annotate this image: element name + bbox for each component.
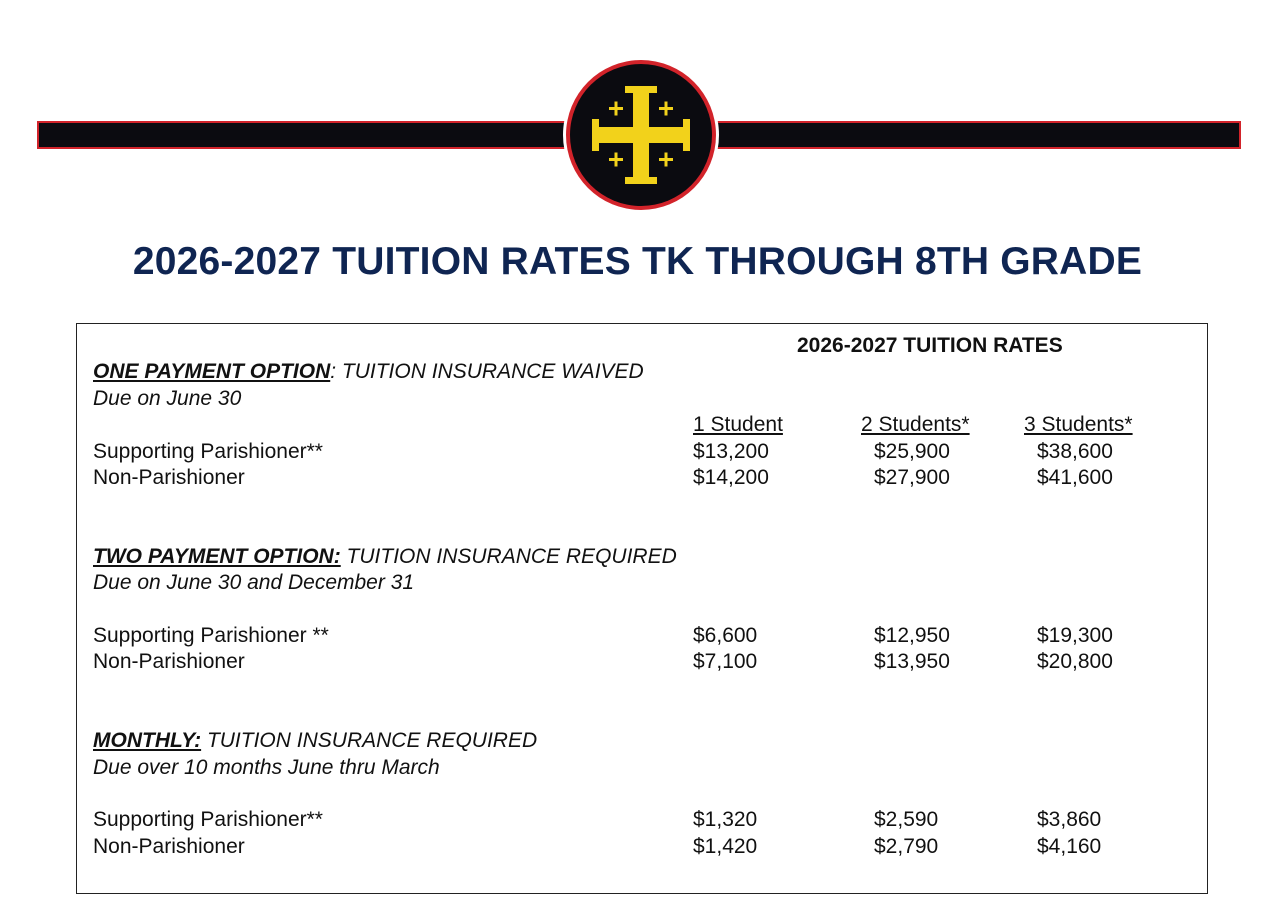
section-due-date: Due on June 30 and December 31 <box>93 571 415 594</box>
section-insurance-note: TUITION INSURANCE REQUIRED <box>340 545 677 568</box>
banner-bar-right <box>706 121 1241 149</box>
row-label: Non-Parishioner <box>93 466 245 489</box>
section-insurance-note: : TUITION INSURANCE WAIVED <box>330 360 644 383</box>
section-insurance-note: TUITION INSURANCE REQUIRED <box>201 729 538 752</box>
rate-cell: $7,100 <box>693 650 758 673</box>
rate-cell: $25,900 <box>874 440 950 463</box>
school-seal-logo <box>561 55 721 215</box>
rate-cell: $20,800 <box>1037 650 1113 673</box>
column-header-3-students: 3 Students* <box>1024 413 1133 436</box>
row-label: Supporting Parishioner** <box>93 440 323 463</box>
rate-cell: $41,600 <box>1037 466 1113 489</box>
section-heading-one-payment <box>93 359 644 385</box>
banner-bar-left <box>37 121 577 149</box>
rates-table-title: 2026-2027 TUITION RATES <box>797 334 1063 357</box>
rate-cell: $3,860 <box>1037 808 1102 831</box>
rate-cell: $14,200 <box>693 466 769 489</box>
row-label: Supporting Parishioner ** <box>93 624 329 647</box>
row-label: Non-Parishioner <box>93 650 245 673</box>
column-header-1-student: 1 Student <box>693 413 783 436</box>
rate-cell: $1,320 <box>693 808 758 831</box>
tuition-rates-table <box>76 323 1208 894</box>
rate-cell: $4,160 <box>1037 835 1102 858</box>
section-due-date: Due over 10 months June thru March <box>93 756 440 779</box>
section-due-date: Due on June 30 <box>93 387 242 410</box>
rate-cell: $2,790 <box>874 835 939 858</box>
section-heading-monthly <box>93 728 537 754</box>
rate-cell: $1,420 <box>693 835 758 858</box>
rate-cell: $2,590 <box>874 808 939 831</box>
rate-cell: $38,600 <box>1037 440 1113 463</box>
page-title: 2026-2027 TUITION RATES TK THROUGH 8TH GRADE <box>132 240 1143 283</box>
section-option-label: TWO PAYMENT OPTION: <box>93 545 341 568</box>
rate-cell: $13,200 <box>693 440 769 463</box>
rate-cell: $27,900 <box>874 466 950 489</box>
rate-cell: $19,300 <box>1037 624 1113 647</box>
section-option-label: ONE PAYMENT OPTION <box>93 360 331 383</box>
rate-cell: $13,950 <box>874 650 950 673</box>
rate-cell: $12,950 <box>874 624 950 647</box>
row-label: Non-Parishioner <box>93 835 245 858</box>
column-header-2-students: 2 Students* <box>861 413 970 436</box>
section-heading-two-payment <box>93 544 677 570</box>
section-option-label: MONTHLY: <box>93 729 202 752</box>
rate-cell: $6,600 <box>693 624 758 647</box>
row-label: Supporting Parishioner** <box>93 808 323 831</box>
